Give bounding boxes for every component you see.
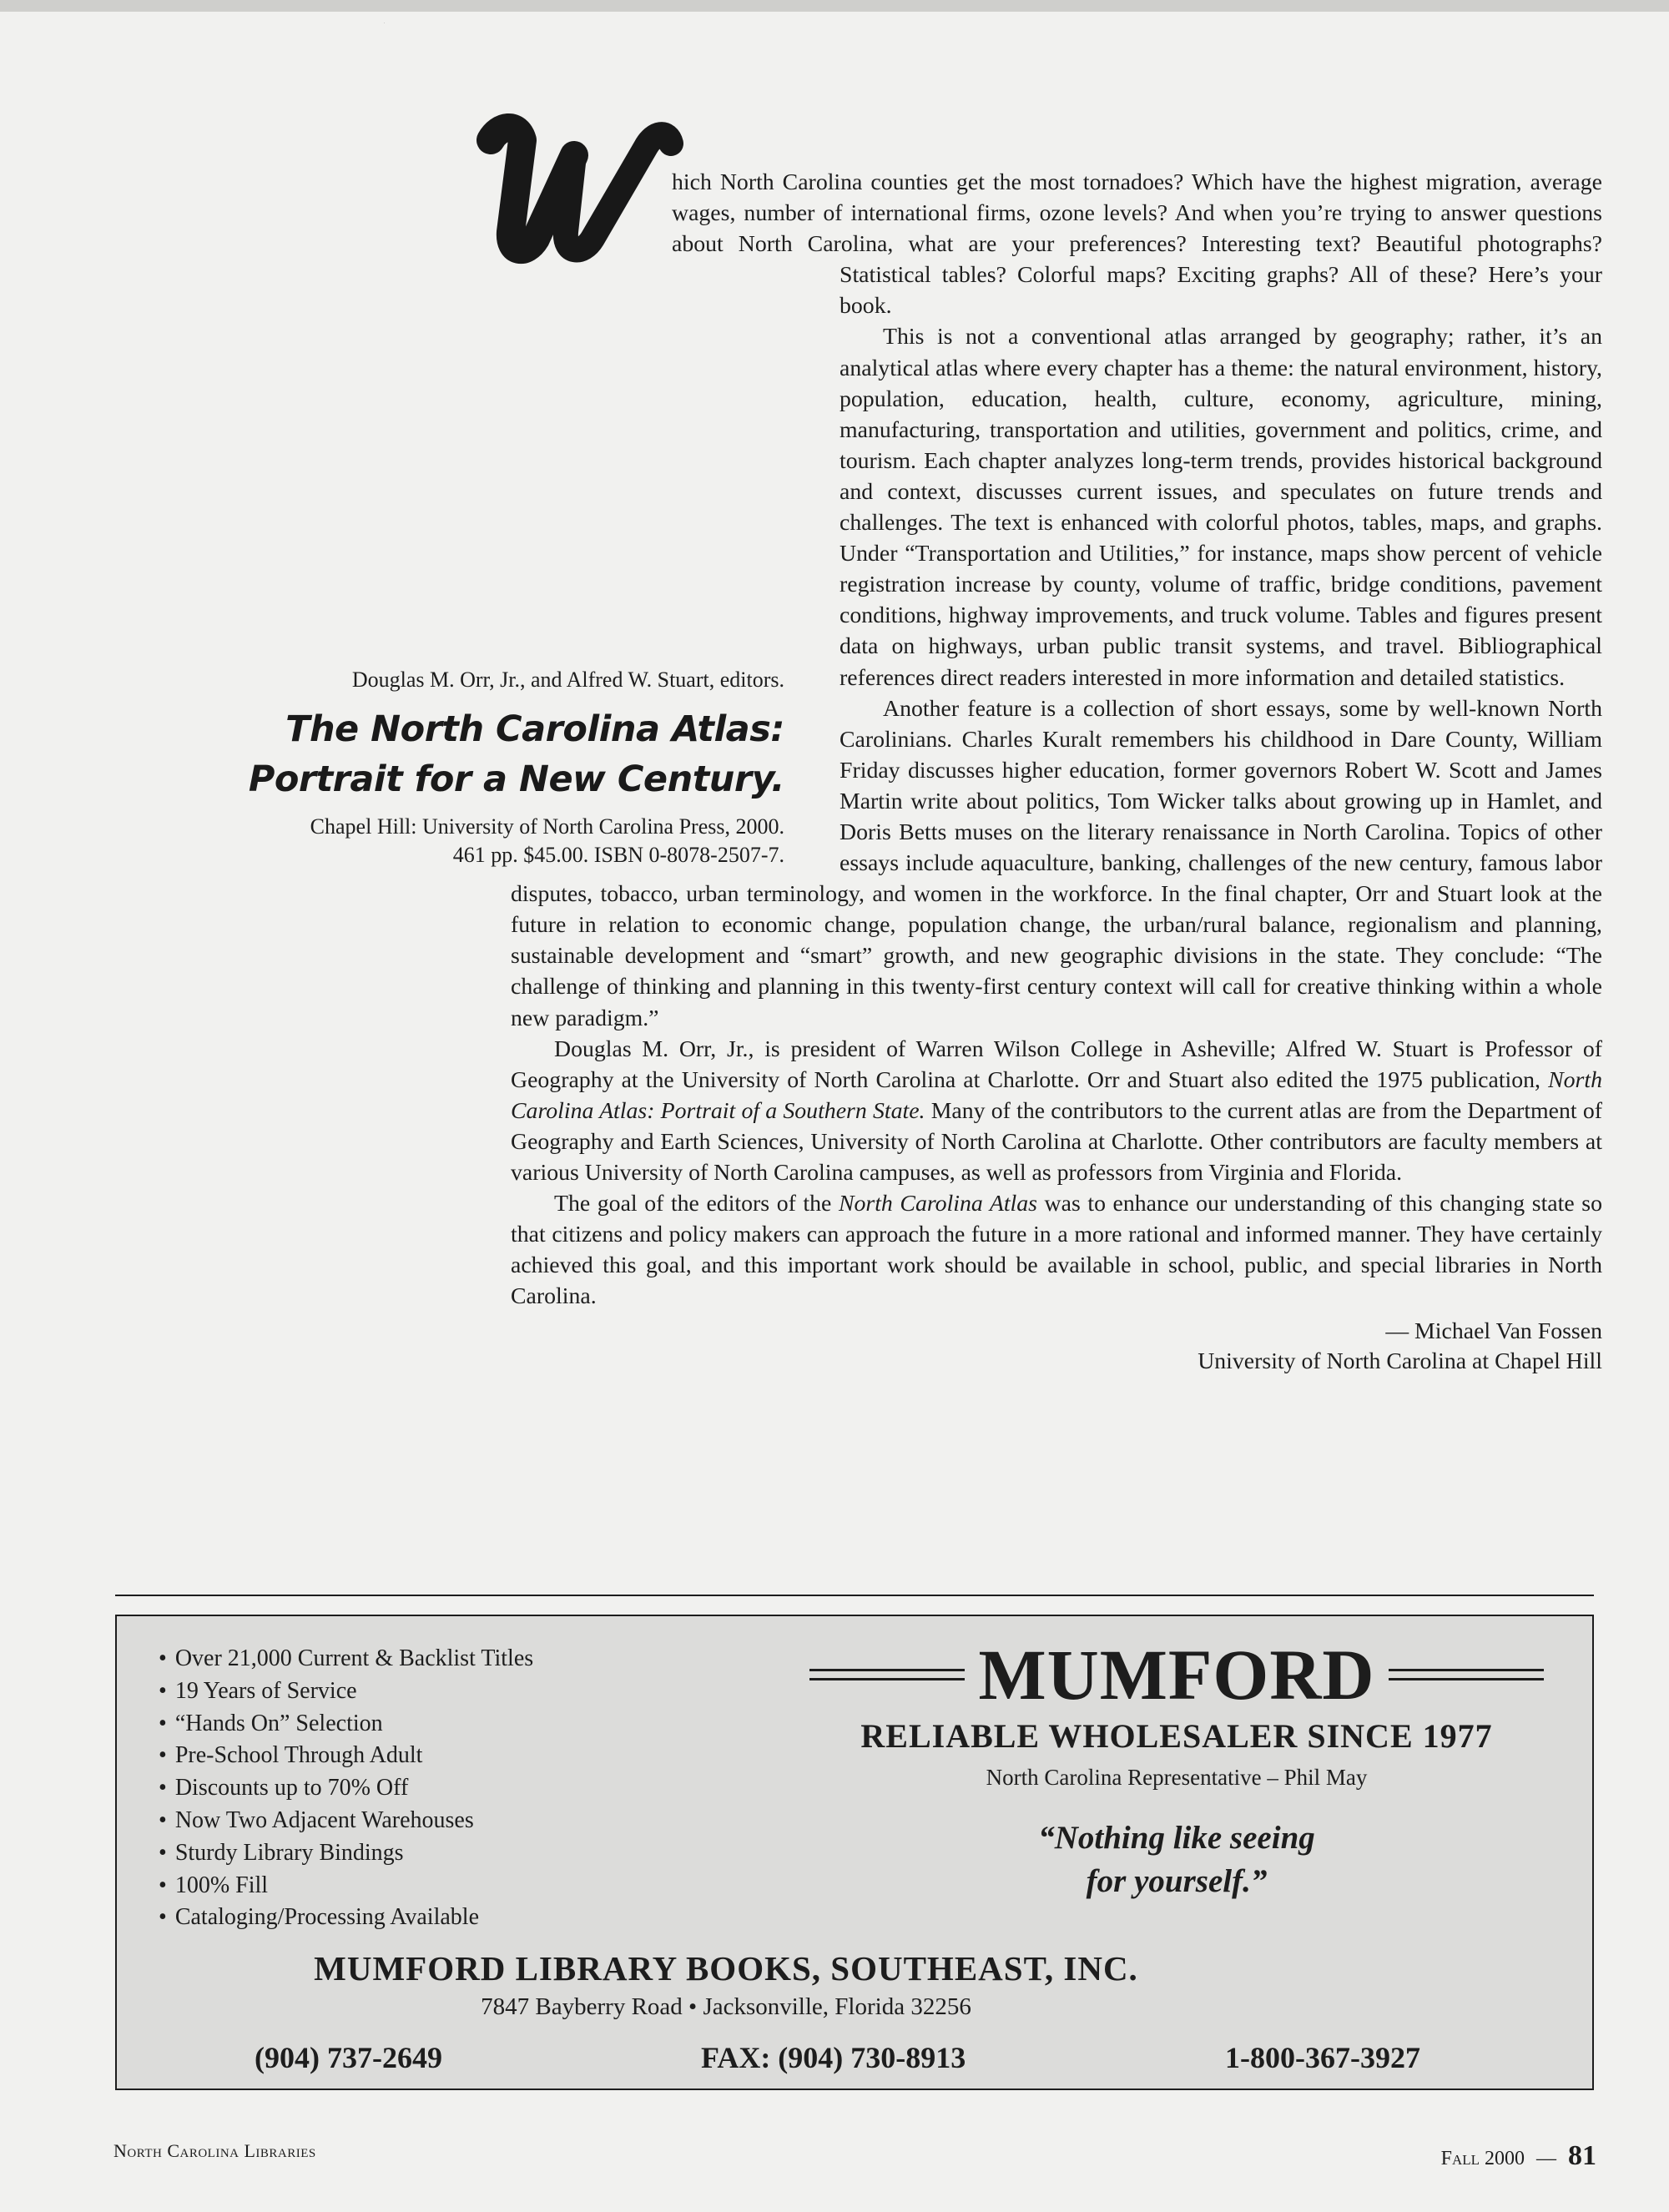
footer-journal-name: North Carolina Libraries bbox=[113, 2140, 316, 2161]
p4-text-b: Many of the contributors to the current atlas are from the Department of Geography and Earth Sciences, University of North Carolina at Charlotte. Other contributors are faculty members at various University of North Carolina campuses, as well as professors from Virginia and Florida. bbox=[511, 1097, 1602, 1186]
ad-feature: • Over 21,000 Current & Backlist Titles bbox=[159, 1643, 533, 1675]
book-publisher: Chapel Hill: University of North Carolina Press, 2000. bbox=[310, 814, 784, 839]
ad-tagline: RELIABLE WHOLESALER SINCE 1977 bbox=[860, 1717, 1493, 1755]
ad-feature: • 19 Years of Service bbox=[159, 1675, 533, 1708]
reviewer-name: — Michael Van Fossen bbox=[1385, 1318, 1602, 1345]
ad-brand bbox=[809, 1633, 1544, 1716]
p4-text-a: Douglas M. Orr, Jr., is president of Warren Wilson College in Asheville; Alfred W. Stuart is Professor of Geography at the University of North Carolina at Charlotte. Orr and Stuart also edited the 1975 publication, bbox=[511, 1035, 1602, 1093]
footer-separator: — bbox=[1536, 2148, 1556, 2169]
ad-feature: • Sturdy Library Bindings bbox=[159, 1837, 533, 1870]
page-number: 81 bbox=[1568, 2140, 1596, 2171]
ad-company-name: MUMFORD LIBRARY BOOKS, SOUTHEAST, INC. bbox=[314, 1949, 1138, 1988]
ad-quote-line-1: “Nothing like seeing bbox=[1038, 1820, 1315, 1856]
review-paragraph-5 bbox=[511, 1188, 1602, 1312]
ad-feature: • Pre-School Through Adult bbox=[159, 1740, 533, 1772]
ad-phone: (904) 737-2649 bbox=[255, 2041, 442, 2074]
p4-italic-title: North Carolina Atlas: Portrait of a Southern State. bbox=[511, 1066, 1602, 1124]
footer-issue: Fall 2000 bbox=[1440, 2148, 1525, 2169]
p5-italic-title: North Carolina Atlas bbox=[838, 1191, 1037, 1217]
p5-text-a: The goal of the editors of the bbox=[554, 1191, 839, 1217]
ad-address: 7847 Bayberry Road • Jacksonville, Florida 32256 bbox=[481, 1993, 971, 2020]
ad-feature: • 100% Fill bbox=[159, 1870, 533, 1902]
ad-feature: • Now Two Adjacent Warehouses bbox=[159, 1805, 533, 1837]
ad-feature-list bbox=[159, 1643, 533, 1934]
book-editors: Douglas M. Orr, Jr., and Alfred W. Stuart, editors. bbox=[351, 668, 784, 692]
ad-fax: FAX: (904) 730-8913 bbox=[701, 2041, 966, 2074]
ad-quote bbox=[809, 1816, 1544, 1903]
ad-representative: North Carolina Representative – Phil May bbox=[986, 1765, 1368, 1790]
review-signoff bbox=[511, 1317, 1602, 1377]
book-title-line-1: The North Carolina Atlas: bbox=[285, 708, 784, 750]
brand-rule-left bbox=[809, 1669, 965, 1680]
review-paragraph-1: hich North Carolina counties get the most tornadoes? Which have the highest migration, average wages, number of international firms, ozone levels? And when you’re trying to answer questions about North Carolina, what are your preferences? Interesting text? Beautiful photographs? Statistical tables? Colorful maps? Exciting graphs? All of these? Here’s your book. bbox=[672, 169, 1602, 320]
review-paragraph-3: Another feature is a collection of short essays, some by well-known North Carolinians. Charles Kuralt remembers his childhood in Dare County, William Friday discusses higher education, former governors Robert W. Scott and James Martin write about politics, Tom Wicker talks about growing up in Hamlet, and Doris Betts muses on the literary renaissance in North Carolina. Topics of other essays include aquaculture, banking, challenges of the new century, famous labor disputes, tobacco, urban terminology, and women in the workforce. In the final chapter, Orr and Stuart look at the future in relation to economic change, population change, the urban/rural balance, regionalism and planning, sustainable development and “smart” growth, and new geographic divisions in the state. They conclude: “The challenge of thinking and planning in this twenty-first century context will call for creative thinking within a whole new paradigm.” bbox=[511, 695, 1602, 1031]
drop-cap-space bbox=[502, 167, 672, 284]
ad-feature: • Cataloging/Processing Available bbox=[159, 1902, 533, 1934]
page-top-edge bbox=[0, 0, 1669, 12]
brand-rule-right bbox=[1389, 1669, 1544, 1680]
review-paragraph-2: This is not a conventional atlas arranged by geography; rather, it’s an analytical atlas where every chapter has a theme: the natural environment, history, population, education, health, culture, economy, agriculture, mining, manufacturing, transportation and utilities, government and politics, crime, and tourism. Each chapter analyzes long-term trends, provides historical background and context, discusses current issues, and speculates on future trends and challenges. The text is enhanced with colorful photos, tables, maps, and graphs. Under “Transportation and Utilities,” for instance, maps show percent of vehicle registration increase by county, volume of traffic, bridge conditions, pavement conditions, highway improvements, and truck volume. Tables and figures present data on highways, urban public transit systems, and travel. Bibliographical references direct readers interested in more information and detailed statistics. bbox=[840, 324, 1602, 691]
ad-quote-line-2: for yourself.” bbox=[1086, 1863, 1268, 1899]
mumford-advertisement bbox=[115, 1615, 1594, 2090]
book-details: 461 pp. $45.00. ISBN 0-8078-2507-7. bbox=[452, 843, 784, 867]
brand-name: MUMFORD bbox=[978, 1635, 1375, 1715]
footer-page-info bbox=[1350, 2140, 1596, 2172]
book-title-line-2: Portrait for a New Century. bbox=[248, 758, 784, 800]
p5-text-b: was to enhance our understanding of this changing state so that citizens and policy makers can approach the future in a more rational and informed manner. They have certainly achieved this goal, and this important work should be available in school, public, and special libraries in North Carolina. bbox=[511, 1191, 1602, 1310]
review-paragraph-4 bbox=[511, 1034, 1602, 1188]
book-citation bbox=[100, 668, 784, 869]
ad-feature: • Discounts up to 70% Off bbox=[159, 1772, 533, 1805]
reviewer-affiliation: University of North Carolina at Chapel Hill bbox=[1198, 1348, 1602, 1375]
ad-toll-free: 1-800-367-3927 bbox=[1225, 2041, 1420, 2074]
drop-cap-letter: W bbox=[384, 23, 386, 24]
ad-feature: • “Hands On” Selection bbox=[159, 1708, 533, 1741]
ad-top-rule bbox=[115, 1595, 1594, 1596]
